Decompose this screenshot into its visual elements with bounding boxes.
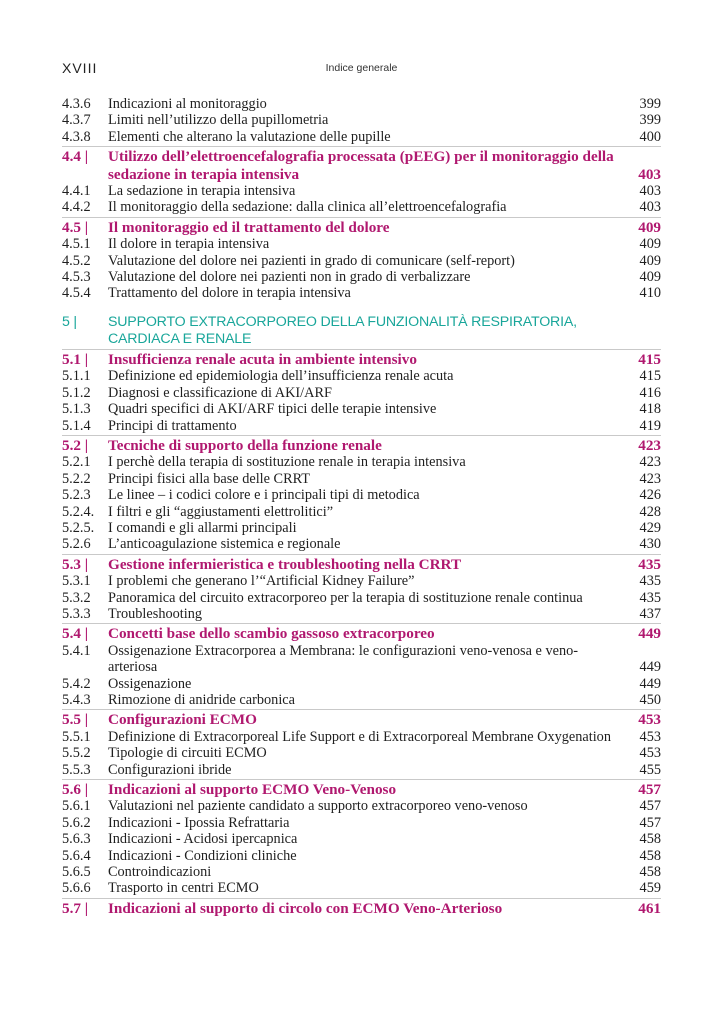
toc-number: 5.4.2 [62, 675, 91, 692]
toc-number: 5.3.3 [62, 605, 91, 622]
toc-entry [62, 418, 661, 434]
toc-title: Configurazioni ECMO [108, 711, 257, 729]
toc-page-number: 423 [639, 470, 661, 487]
toc-entry [62, 573, 661, 589]
toc-number: 5.6 | [62, 781, 89, 799]
toc-title: Troubleshooting [108, 605, 203, 622]
toc-page-number: 461 [638, 899, 661, 917]
toc-page-number: 435 [639, 573, 661, 590]
toc-section-heading [62, 779, 661, 798]
toc-page-number: 409 [639, 236, 661, 253]
toc-page-number: 428 [639, 503, 661, 520]
toc-entry [62, 129, 661, 145]
page-header [62, 60, 661, 80]
toc-title: Rimozione di anidride carbonica [108, 692, 295, 708]
toc-page-number: 453 [638, 711, 661, 729]
toc-entry [62, 401, 661, 417]
table-of-contents [62, 96, 661, 917]
toc-title: Gestione infermieristica e troubleshooting nella CRRT [108, 555, 462, 573]
toc-number: 5.1.1 [62, 368, 91, 385]
toc-title: Principi fisici alla base delle CRRT [108, 470, 311, 487]
toc-number: 5.2.6 [62, 536, 91, 553]
toc-entry [62, 520, 661, 536]
toc-entry [62, 183, 661, 199]
toc-section-heading [62, 217, 661, 236]
toc-title: Definizione di Extracorporeal Life Support e di Extracorporeal Membrane Oxygenation [108, 728, 611, 745]
toc-number: 5.2 | [62, 436, 89, 454]
toc-title: La sedazione in terapia intensiva [108, 183, 296, 200]
toc-section-heading [62, 623, 661, 642]
toc-page-number: 399 [639, 112, 661, 129]
toc-title: Panoramica del circuito extracorporeo per la terapia di sostituzione renale continua [108, 589, 583, 606]
toc-page-number: 435 [639, 589, 661, 606]
toc-number: 4.5.1 [62, 236, 91, 253]
toc-number: 4.3.7 [62, 112, 91, 129]
toc-number: 4.3.8 [62, 128, 91, 145]
toc-section-heading [62, 146, 661, 183]
toc-entry [62, 536, 661, 552]
toc-title: I problemi che generano l’“Artificial Kidney Failure” [108, 573, 415, 590]
toc-title: Trasporto in centri ECMO [108, 880, 259, 897]
toc-page-number: 455 [639, 761, 661, 778]
toc-number: 5.6.6 [62, 880, 91, 897]
toc-page-number: 453 [639, 728, 661, 745]
toc-entry [62, 729, 661, 745]
toc-page-number: 415 [638, 350, 661, 368]
toc-section-heading [62, 709, 661, 728]
toc-section-heading [62, 554, 661, 573]
toc-entry [62, 253, 661, 269]
toc-title: Indicazioni - Condizioni cliniche [108, 847, 297, 864]
toc-entry [62, 199, 661, 215]
toc-title: L’anticoagulazione sistemica e regionale [108, 536, 341, 553]
toc-number: 5.1.2 [62, 384, 91, 401]
toc-page-number: 449 [639, 675, 661, 692]
toc-title: Ossigenazione [108, 675, 192, 692]
toc-title: I perchè della terapia di sostituzione renale in terapia intensiva [108, 454, 466, 471]
toc-page-number: 435 [638, 555, 661, 573]
toc-page-number: 437 [639, 605, 661, 622]
toc-entry [62, 676, 661, 692]
toc-page-number: 423 [639, 454, 661, 471]
toc-title: Insufficienza renale acuta in ambiente intensivo [108, 350, 417, 368]
toc-number: 4.4.1 [62, 183, 91, 200]
toc-title: Valutazioni nel paziente candidato a supporto extracorporeo veno-venoso [108, 798, 528, 815]
toc-page-number: 399 [639, 96, 661, 112]
toc-entry [62, 487, 661, 503]
toc-number: 5.2.1 [62, 454, 91, 471]
toc-title: Il dolore in terapia intensiva [108, 236, 270, 253]
toc-number: 5 | [62, 313, 77, 330]
toc-entry [62, 798, 661, 814]
toc-number: 5.4 | [62, 625, 89, 643]
toc-entry [62, 269, 661, 285]
toc-title: Controindicazioni [108, 864, 212, 881]
toc-entry [62, 831, 661, 847]
toc-number: 5.2.4. [62, 503, 95, 520]
toc-page-number: 457 [638, 781, 661, 799]
page-number: XVIII [62, 60, 98, 76]
toc-number: 5.7 | [62, 899, 89, 917]
toc-page-number: 400 [639, 128, 661, 145]
toc-title: Diagnosi e classificazione di AKI/ARF [108, 384, 332, 401]
toc-section-heading [62, 435, 661, 454]
toc-number: 5.2.3 [62, 487, 91, 504]
toc-entry [62, 848, 661, 864]
toc-number: 4.5.2 [62, 252, 91, 269]
toc-number: 5.4.3 [62, 692, 91, 708]
toc-number: 5.1.3 [62, 401, 91, 418]
toc-title: Il monitoraggio ed il trattamento del dolore [108, 218, 390, 236]
toc-page-number: 409 [639, 252, 661, 269]
toc-title: Configurazioni ibride [108, 761, 232, 778]
running-title: Indice generale [325, 62, 398, 74]
toc-page-number: 423 [638, 436, 661, 454]
toc-page-number: 453 [639, 745, 661, 762]
toc-entry [62, 864, 661, 880]
toc-title: Principi di trattamento [108, 417, 237, 434]
toc-entry [62, 745, 661, 761]
toc-title: Concetti base dello scambio gassoso extracorporeo [108, 625, 435, 643]
toc-number: 4.4.2 [62, 199, 91, 216]
toc-number: 5.6.1 [62, 798, 91, 815]
toc-page-number: 449 [639, 659, 661, 676]
toc-title: Trattamento del dolore in terapia intensiva [108, 285, 351, 302]
toc-number: 5.3 | [62, 555, 89, 573]
toc-page-number: 430 [639, 536, 661, 553]
toc-section-heading [62, 349, 661, 368]
toc-entry [62, 880, 661, 896]
toc-title: Indicazioni - Ipossia Refrattaria [108, 814, 290, 831]
toc-page-number: 458 [639, 831, 661, 848]
toc-number: 5.1 | [62, 350, 89, 368]
toc-number: 4.3.6 [62, 96, 91, 112]
toc-page-number: 457 [639, 798, 661, 815]
toc-title: I comandi e gli allarmi principali [108, 519, 297, 536]
toc-title: Limiti nell’utilizzo della pupillometria [108, 112, 329, 129]
toc-section-heading [62, 898, 661, 917]
toc-page-number: 458 [639, 864, 661, 881]
toc-page-number: 457 [639, 814, 661, 831]
toc-page-number: 449 [638, 625, 661, 643]
toc-number: 5.3.2 [62, 589, 91, 606]
toc-number: 5.6.3 [62, 831, 91, 848]
toc-title: Ossigenazione Extracorporea a Membrana: le configurazioni veno-venosa e veno-arteriosa [108, 642, 579, 676]
toc-page-number: 416 [639, 384, 661, 401]
toc-number: 5.5.1 [62, 728, 91, 745]
toc-page-number: 419 [639, 417, 661, 434]
toc-number: 5.6.2 [62, 814, 91, 831]
toc-title: I filtri e gli “aggiustamenti elettrolitici” [108, 503, 334, 520]
toc-page-number: 403 [638, 165, 661, 183]
toc-page-number: 459 [639, 880, 661, 897]
toc-entry [62, 815, 661, 831]
toc-title: Valutazione del dolore nei pazienti non in grado di verbalizzare [108, 269, 471, 286]
toc-entry [62, 504, 661, 520]
toc-page-number: 458 [639, 847, 661, 864]
toc-title: Indicazioni - Acidosi ipercapnica [108, 831, 298, 848]
toc-page-number: 415 [639, 368, 661, 385]
toc-entry [62, 96, 661, 112]
toc-title: SUPPORTO EXTRACORPOREO DELLA FUNZIONALITÀ RESPIRATORIA, CARDIACA E RENALE [108, 313, 577, 347]
toc-chapter-heading [62, 314, 661, 348]
toc-number: 5.1.4 [62, 417, 91, 434]
toc-page-number: 403 [639, 183, 661, 200]
toc-number: 4.5.3 [62, 269, 91, 286]
toc-number: 5.3.1 [62, 573, 91, 590]
toc-entry [62, 471, 661, 487]
toc-title: Tipologie di circuiti ECMO [108, 745, 267, 762]
toc-page-number: 429 [639, 519, 661, 536]
toc-entry [62, 236, 661, 252]
toc-number: 4.4 | [62, 148, 89, 166]
toc-page-number: 409 [639, 269, 661, 286]
toc-entry [62, 112, 661, 128]
toc-number: 5.5 | [62, 711, 89, 729]
toc-number: 4.5.4 [62, 285, 91, 302]
toc-title: Il monitoraggio della sedazione: dalla clinica all’elettroencefalografia [108, 199, 507, 216]
toc-number: 5.6.4 [62, 847, 91, 864]
toc-entry [62, 454, 661, 470]
toc-title: Indicazioni al supporto ECMO Veno-Venoso [108, 781, 397, 799]
toc-entry [62, 762, 661, 778]
toc-entry [62, 606, 661, 622]
toc-page-number: 426 [639, 487, 661, 504]
toc-title: Tecniche di supporto della funzione renale [108, 436, 382, 454]
toc-title: Indicazioni al monitoraggio [108, 96, 267, 112]
toc-number: 5.2.5. [62, 519, 95, 536]
toc-number: 5.6.5 [62, 864, 91, 881]
toc-entry [62, 385, 661, 401]
toc-number: 5.5.2 [62, 745, 91, 762]
toc-number: 5.5.3 [62, 761, 91, 778]
toc-title: Definizione ed epidemiologia dell’insufficienza renale acuta [108, 368, 454, 385]
toc-entry [62, 368, 661, 384]
toc-number: 4.5 | [62, 218, 89, 236]
toc-entry [62, 285, 661, 301]
toc-title: Le linee – i codici colore e i principali tipi di metodica [108, 487, 420, 504]
toc-number: 5.4.1 [62, 642, 91, 659]
toc-entry [62, 590, 661, 606]
toc-title: Valutazione del dolore nei pazienti in grado di comunicare (self-report) [108, 252, 515, 269]
toc-page-number: 409 [638, 218, 661, 236]
toc-number: 5.2.2 [62, 470, 91, 487]
toc-page-number: 418 [639, 401, 661, 418]
toc-title: Elementi che alterano la valutazione delle pupille [108, 128, 391, 145]
toc-page-number: 410 [639, 285, 661, 302]
toc-entry [62, 692, 661, 708]
toc-page-number: 450 [639, 692, 661, 708]
toc-title: Utilizzo dell’elettroencefalografia processata (pEEG) per il monitoraggio della sedazione in terapia intensiva [108, 148, 614, 183]
toc-entry [62, 643, 661, 676]
toc-page-number: 403 [639, 199, 661, 216]
toc-title: Indicazioni al supporto di circolo con ECMO Veno-Arterioso [108, 899, 503, 917]
toc-title: Quadri specifici di AKI/ARF tipici delle terapie intensive [108, 401, 437, 418]
